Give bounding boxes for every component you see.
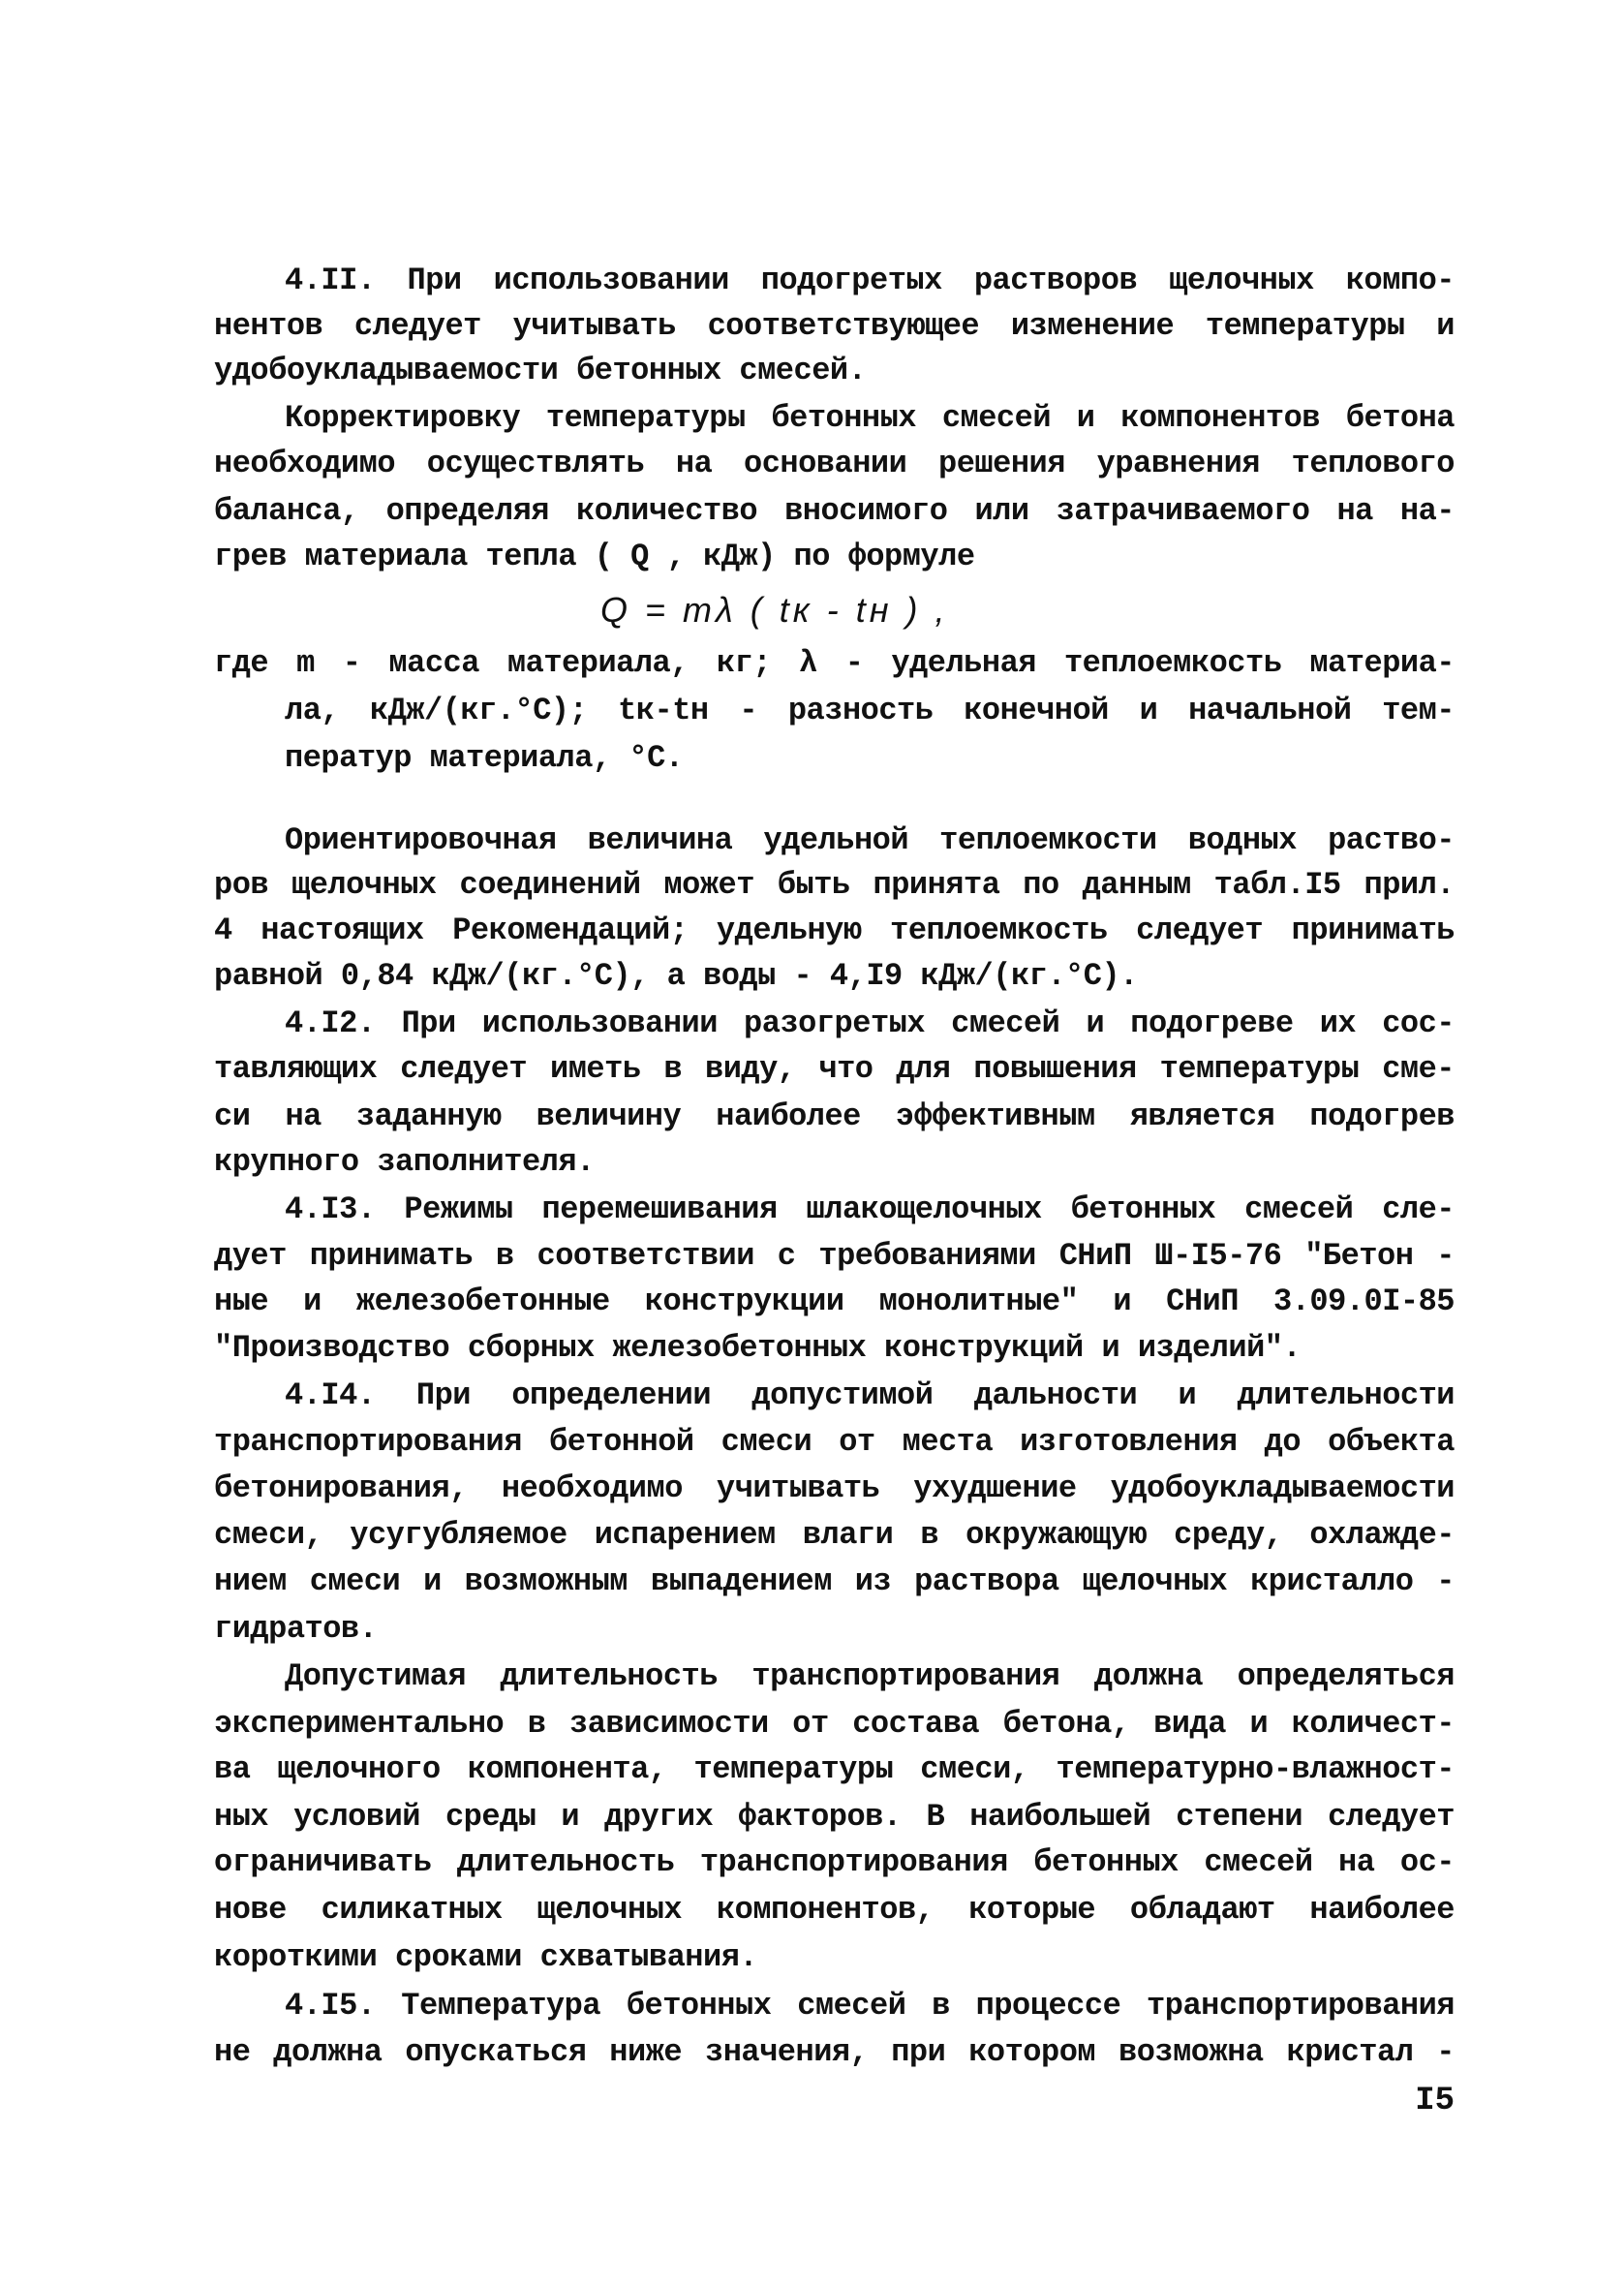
text-line: равной 0,84 кДж/(кг.°С), а воды - 4,I9 кДж/(кг.°С). [214, 958, 1138, 994]
text-line: не должна опускаться ниже значения, при котором возможна кристал - [214, 2034, 1455, 2070]
text-line: бетонирования, необходимо учитывать ухудшение удобоукладываемости [214, 1470, 1455, 1506]
text-line: ные и железобетонные конструкции монолитные" и СНиП 3.09.0I-85 [214, 1283, 1455, 1319]
text-line: ров щелочных соединений может быть принята по данным табл.I5 прил. [214, 867, 1455, 903]
text-line: 4.II. При использовании подогретых растворов щелочных компо- [285, 263, 1455, 298]
text-line: ператур материала, °С. [285, 740, 684, 776]
text-line: дует принимать в соответствии с требованиями СНиП Ш-I5-76 "Бетон - [214, 1238, 1455, 1274]
text-line: короткими сроками схватывания. [214, 1939, 758, 1975]
text-line: ла, кДж/(кг.°С); tк-tн - разность конечной и начальной тем- [285, 693, 1455, 728]
text-line: 4 настоящих Рекомендаций; удельную теплоемкость следует принимать [214, 912, 1455, 948]
text-line: гидратов. [214, 1611, 378, 1647]
text-line: Допустимая длительность транспортирования должна определяться [285, 1658, 1455, 1694]
text-line: нием смеси и возможным выпадением из раствора щелочных кристалло - [214, 1563, 1455, 1599]
text-line: 4.I4. При определении допустимой дальности и длительности [285, 1377, 1455, 1413]
text-line: си на заданную величину наиболее эффективным является подогрев [214, 1098, 1455, 1134]
text-line: грев материала тепла ( Q , кДж) по формуле [214, 539, 975, 574]
text-line: нове силикатных щелочных компонентов, которые обладают наиболее [214, 1892, 1455, 1928]
formula: Q = mλ ( tк - tн ) , [600, 590, 949, 630]
text-line: 4.I5. Температура бетонных смесей в процессе транспортирования [285, 1988, 1455, 2024]
text-line: 4.I3. Режимы перемешивания шлакощелочных бетонных смесей сле- [285, 1191, 1455, 1227]
text-line: 4.I2. При использовании разогретых смесей и подогреве их сос- [285, 1005, 1455, 1041]
text-line: Корректировку температуры бетонных смесей и компонентов бетона [285, 400, 1455, 436]
text-line: где m - масса материала, кг; λ - удельная теплоемкость материа- [214, 645, 1455, 681]
text-line: ных условий среды и других факторов. В наибольшей степени следует [214, 1799, 1455, 1835]
text-line: "Производство сборных железобетонных конструкций и изделий". [214, 1330, 1302, 1366]
text-line: Ориентировочная величина удельной теплоемкости водных раство- [285, 822, 1455, 858]
text-line: экспериментально в зависимости от состава бетона, вида и количест- [214, 1706, 1455, 1742]
text-line: необходимо осуществлять на основании решения уравнения теплового [214, 446, 1455, 481]
text-line: крупного заполнителя. [214, 1144, 595, 1180]
text-line: смеси, усугубляемое испарением влаги в окружающую среду, охлажде- [214, 1517, 1455, 1553]
text-line: баланса, определяя количество вносимого или затрачиваемого на на- [214, 493, 1455, 529]
text-line: транспортирования бетонной смеси от места изготовления до объекта [214, 1424, 1455, 1460]
page-number: I5 [1415, 2083, 1455, 2119]
text-line: ограничивать длительность транспортирования бетонных смесей на ос- [214, 1844, 1455, 1880]
text-line: ва щелочного компонента, температуры смеси, температурно-влажност- [214, 1751, 1455, 1787]
text-line: тавляющих следует иметь в виду, что для повышения температуры сме- [214, 1051, 1455, 1087]
text-line: нентов следует учитывать соответствующее изменение температуры и [214, 308, 1455, 344]
text-line: удобоукладываемости бетонных смесей. [214, 353, 867, 388]
